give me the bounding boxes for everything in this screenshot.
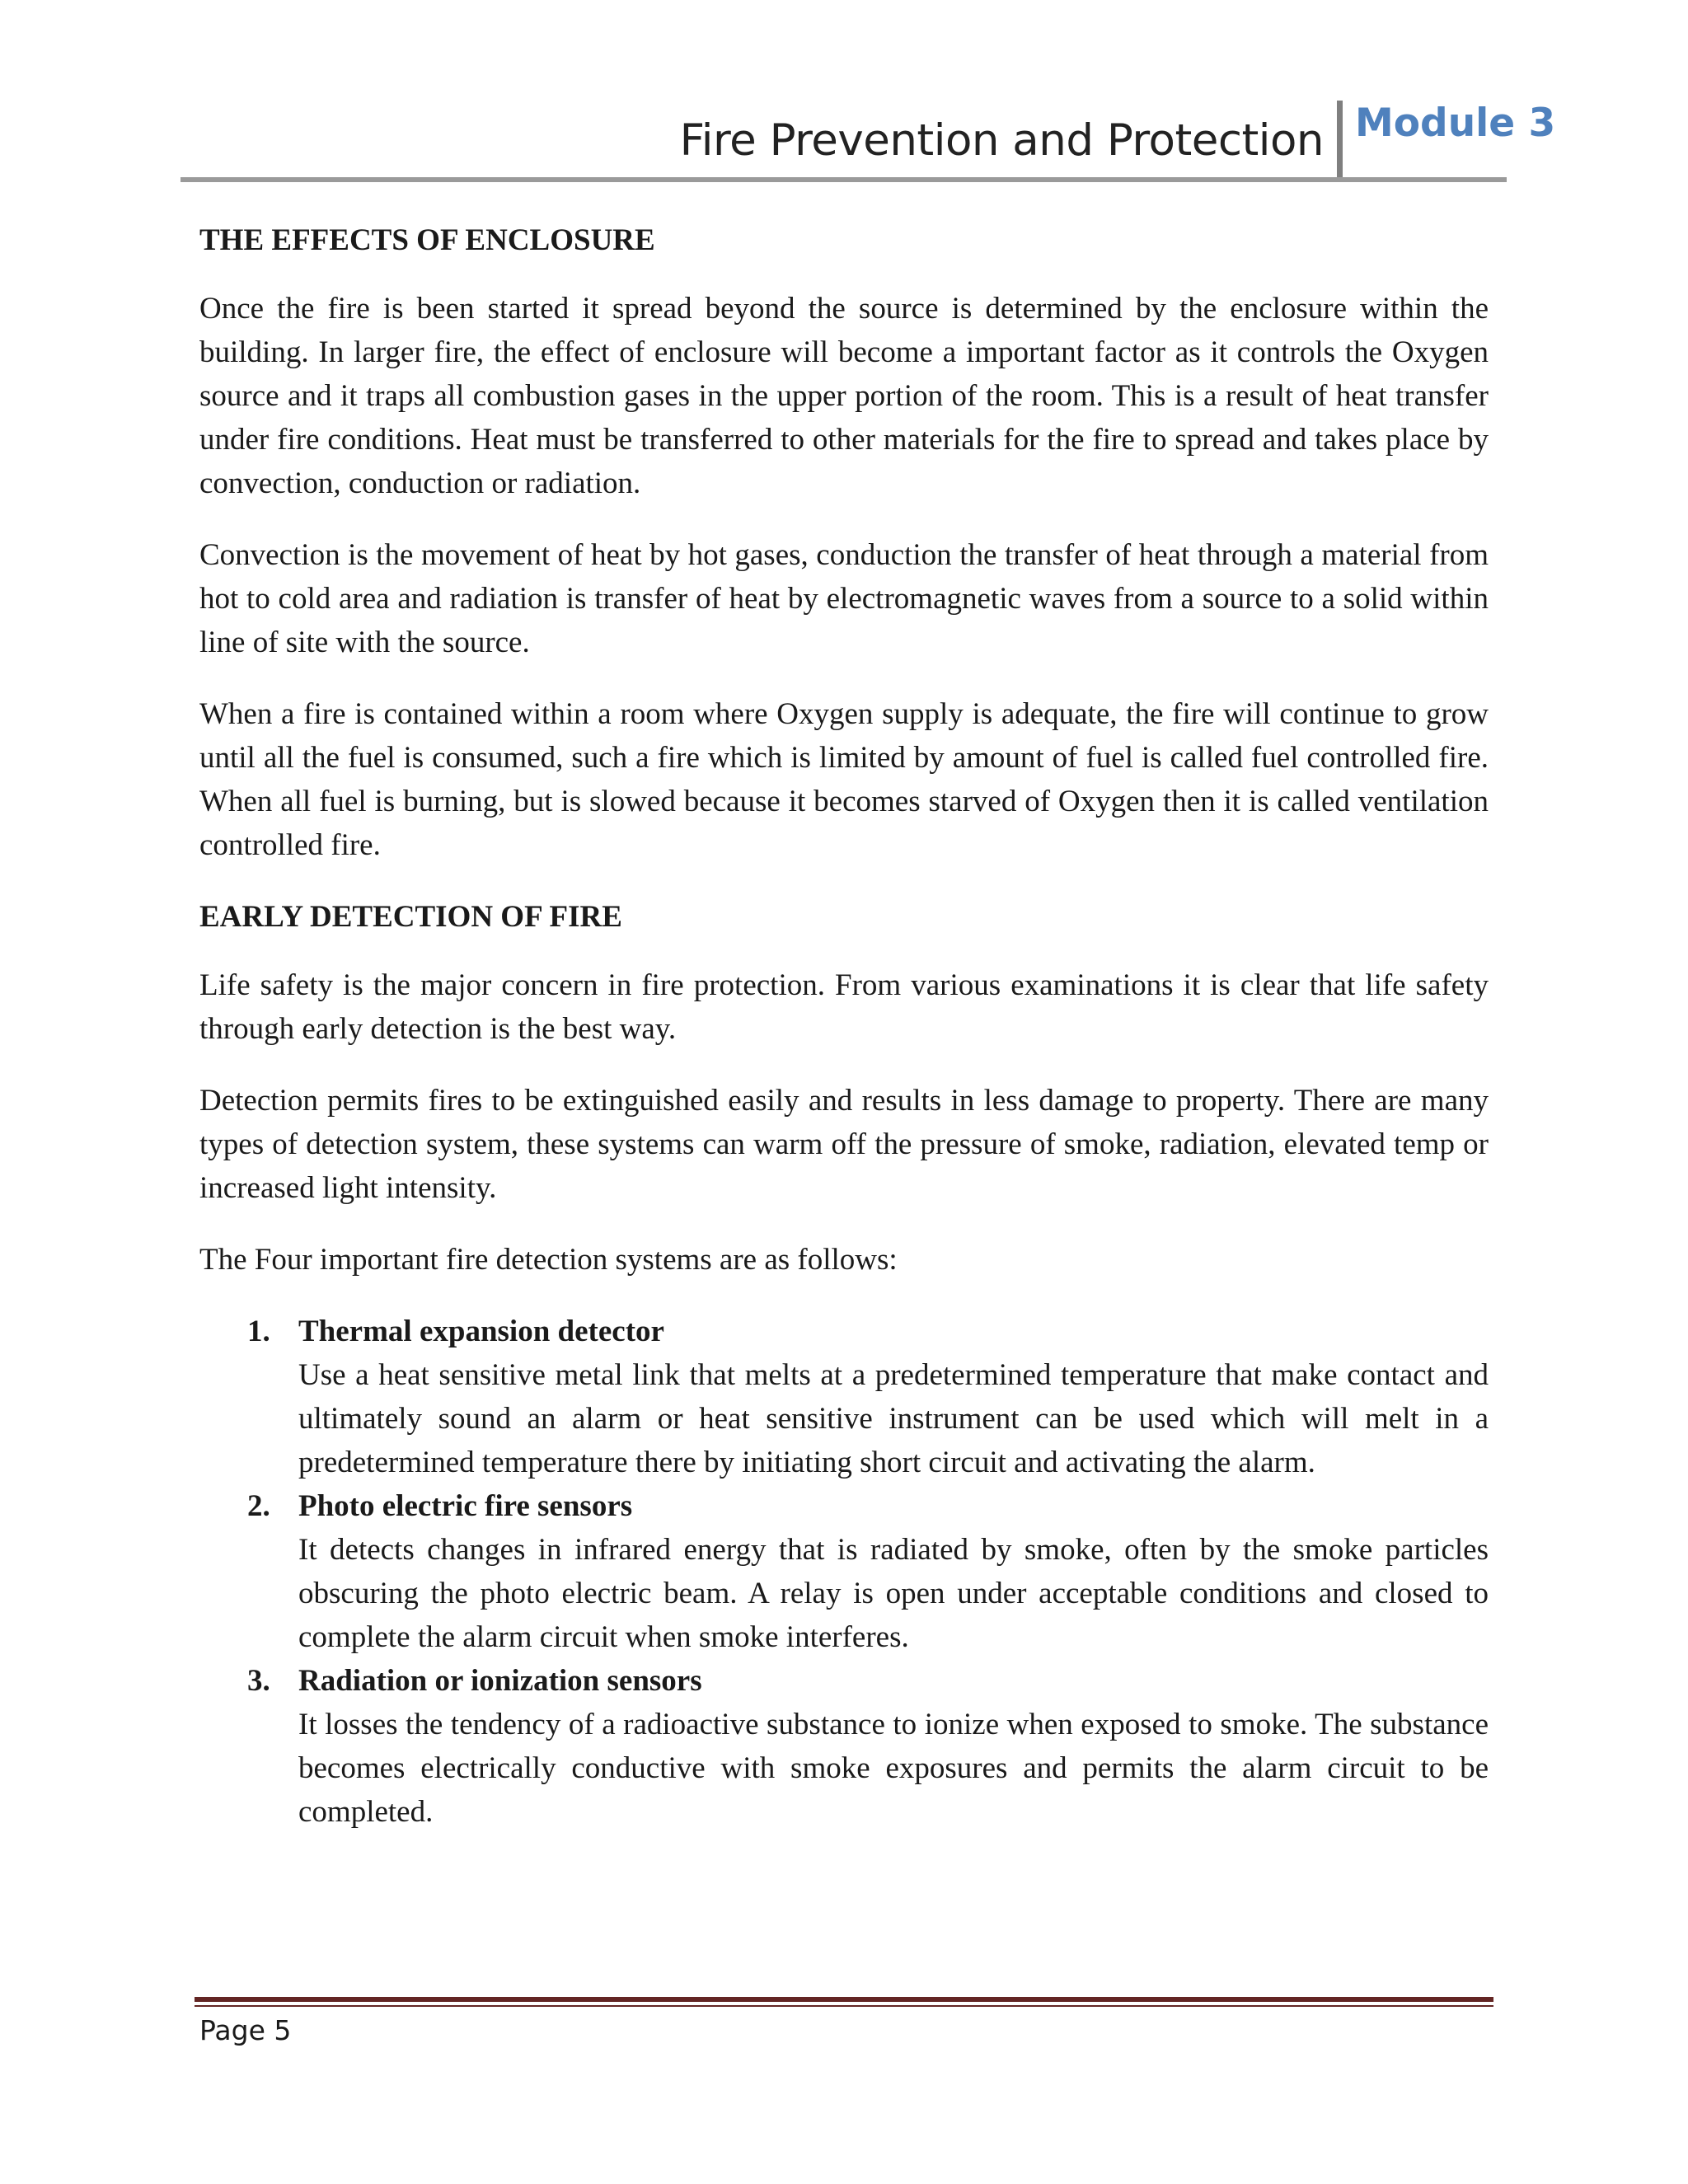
footer-rule-thin [195, 2005, 1493, 2007]
list-item [199, 1310, 1489, 1484]
page-number: Page 5 [199, 2014, 292, 2046]
paragraph: Detection permits fires to be extinguished easily and results in less damage to property. There are many types of detection system, these systems can warm off the pressure of smoke, radiation, elevated temp or increased light intensity. [199, 1084, 1489, 1205]
paragraph: Life safety is the major concern in fire protection. From various examinations it is clear that life safety through early detection is the best way. [199, 968, 1489, 1046]
page-content [199, 218, 1489, 1834]
paragraph: When a fire is contained within a room where Oxygen supply is adequate, the fire will continue to grow until all the fuel is consumed, such a fire which is limited by amount of fuel is called fuel controlled fire. When all fuel is burning, but is slowed because it becomes starved of Oxygen then it is called ventilation controlled fire. [199, 697, 1489, 862]
detection-systems-list [199, 1310, 1489, 1834]
list-item [199, 1484, 1489, 1659]
footer-rule [195, 1997, 1493, 2002]
list-item [199, 1659, 1489, 1834]
list-item-number: 1. [247, 1315, 270, 1348]
paragraph: Convection is the movement of heat by hot gases, conduction the transfer of heat through a material from hot to cold area and radiation is transfer of heat by electromagnetic waves from a source to a solid within line of site with the source. [199, 538, 1489, 659]
document-title: Fire Prevention and Protection [679, 115, 1324, 166]
list-item-title: Photo electric fire sensors [298, 1489, 633, 1523]
list-item-number: 2. [247, 1489, 270, 1523]
header-divider [1337, 101, 1343, 181]
page-header [181, 97, 1556, 181]
section-heading-early-detection: EARLY DETECTION OF FIRE [199, 900, 622, 934]
list-item-number: 3. [247, 1664, 270, 1698]
list-item-title: Thermal expansion detector [298, 1315, 664, 1348]
paragraph: Once the fire is been started it spread beyond the source is determined by the enclosure within the building. In larger fire, the effect of enclosure will become a important factor as it controls the Oxygen source and it traps all combustion gases in the upper portion of the room. This is a result of heat transfer under fire conditions. Heat must be transferred to other materials for the fire to spread and takes place by convection, conduction or radiation. [199, 292, 1489, 500]
section-heading-enclosure: THE EFFECTS OF ENCLOSURE [199, 223, 655, 257]
paragraph: The Four important fire detection systems are as follows: [199, 1243, 898, 1277]
list-item-title: Radiation or ionization sensors [298, 1664, 702, 1698]
list-item-body: Use a heat sensitive metal link that melts at a predetermined temperature that make contact and ultimately sound an alarm or heat sensitive instrument can be used which will melt in a predetermined temperature there by initiating short circuit and activating the alarm. [298, 1358, 1489, 1479]
header-rule [181, 177, 1507, 182]
list-item-body: It detects changes in infrared energy that is radiated by smoke, often by the smoke particles obscuring the photo electric beam. A relay is open under acceptable conditions and closed to complete the alarm circuit when smoke interferes. [298, 1533, 1489, 1654]
module-label: Module 3 [1355, 101, 1556, 146]
list-item-body: It losses the tendency of a radioactive substance to ionize when exposed to smoke. The substance becomes electrically conductive with smoke exposures and permits the alarm circuit to be completed. [298, 1708, 1489, 1829]
